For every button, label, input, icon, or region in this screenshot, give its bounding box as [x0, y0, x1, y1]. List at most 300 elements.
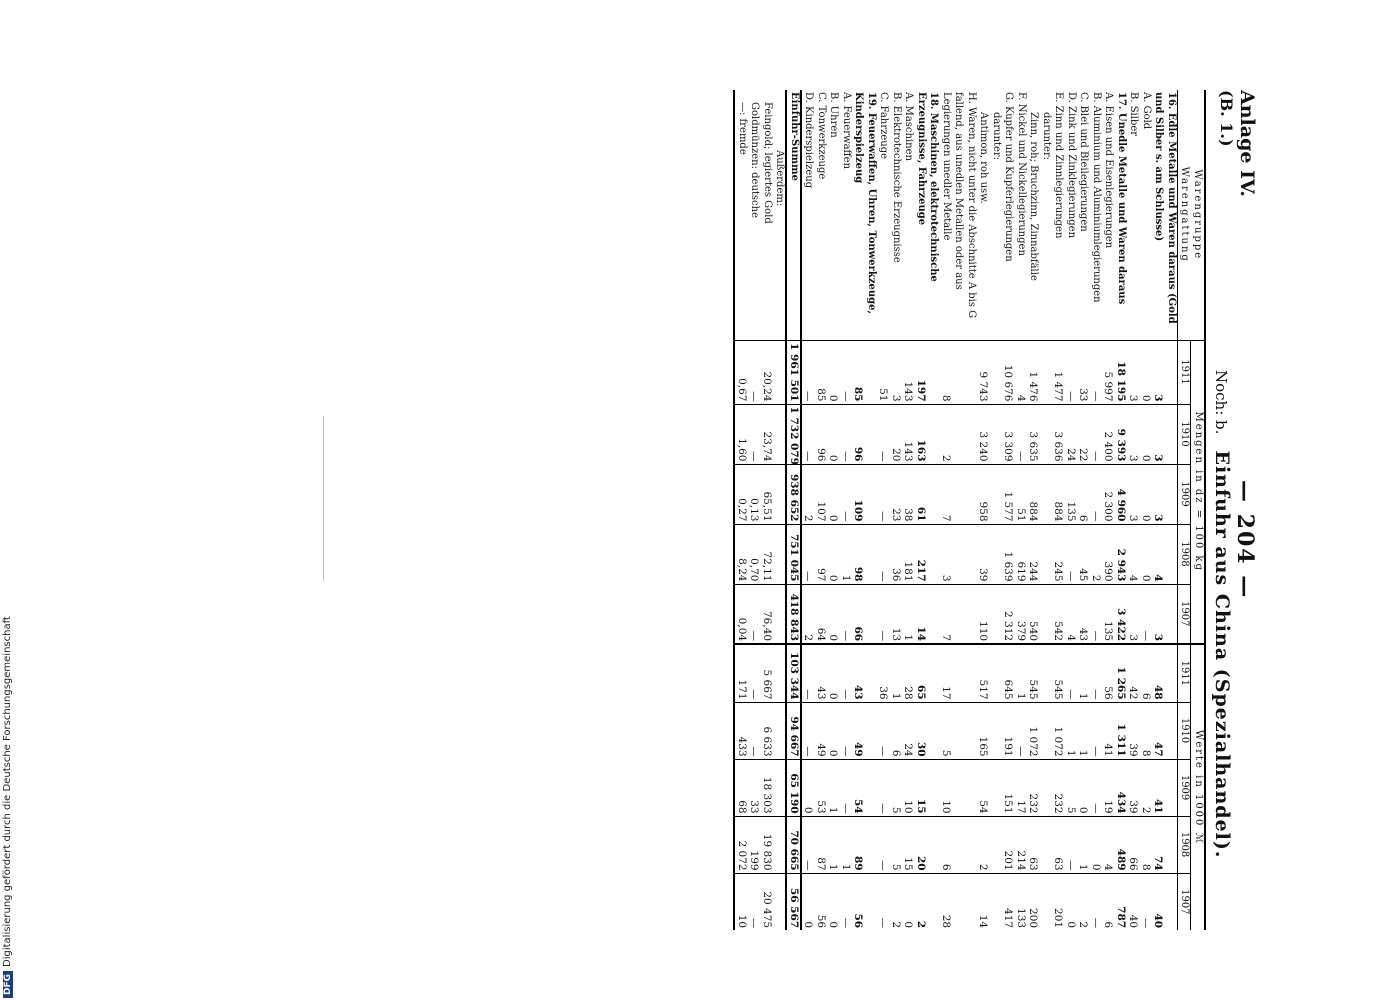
row-label: B. Uhren	[828, 92, 840, 138]
empty-cell	[773, 464, 787, 524]
empty-cell	[773, 644, 787, 702]
table-row	[915, 90, 940, 930]
quantity-cell: —	[877, 464, 890, 524]
table-row	[877, 90, 890, 930]
row-label: Antimon, roh usw.	[978, 112, 990, 204]
table-row	[801, 90, 815, 930]
quantity-cell: 72,11	[761, 524, 774, 584]
value-cell: —	[1090, 759, 1103, 816]
value-cell: 53	[815, 759, 828, 816]
value-cell: 1 072	[1052, 702, 1065, 759]
value-cell	[1040, 873, 1053, 930]
value-cell: —	[877, 702, 890, 759]
value-cell	[1040, 759, 1053, 816]
quantity-cell: 3 309	[1002, 404, 1015, 464]
quantity-cell: 39	[977, 524, 990, 584]
quantity-cell: 4 960	[1115, 464, 1128, 524]
table-row	[1127, 90, 1140, 930]
empty-cell	[773, 759, 787, 816]
table-row	[1102, 90, 1115, 930]
value-cell: 4	[1102, 816, 1115, 873]
quantity-cell: 3	[1152, 464, 1178, 524]
value-cell: 1	[1077, 816, 1090, 873]
quantity-cell: 23	[890, 464, 903, 524]
scan-mark	[323, 416, 324, 581]
value-cell: 39	[1127, 759, 1140, 816]
value-cell: 20 475	[761, 873, 774, 930]
table-row	[1052, 90, 1065, 930]
group-label: Warengruppe	[1192, 169, 1203, 261]
row-label: Feingold; legiertes Gold	[762, 102, 773, 224]
value-cell: 63	[1052, 816, 1065, 873]
value-cell: 15	[902, 816, 915, 873]
row-label: 16. Edle Metalle und Waren daraus (Gold und Silber s. am Schlusse)	[1153, 92, 1177, 324]
value-cell: 2	[977, 816, 990, 873]
quantity-cell: 245	[1052, 524, 1065, 584]
extra-heading-row	[773, 90, 787, 930]
row-label: A. Feuerwaffen	[841, 92, 852, 170]
value-year-1911: 1911	[1178, 644, 1192, 702]
value-cell: —	[801, 702, 815, 759]
value-cell: —	[748, 873, 761, 930]
extra-heading: Außerdem:	[774, 150, 786, 207]
row-label: Einfuhr-Summe	[787, 90, 802, 340]
extra-row	[761, 90, 774, 930]
value-cell: 1 311	[1115, 702, 1128, 759]
quantity-cell: 2	[801, 464, 815, 524]
table-row	[1115, 90, 1128, 930]
value-cell: 151	[1002, 759, 1015, 816]
quantity-cell: 43	[1077, 584, 1090, 644]
dfg-logo: DFG	[3, 971, 13, 998]
row-label: C. Blei und Bleilegierungen	[1078, 92, 1090, 232]
quantity-cell: 109	[852, 464, 877, 524]
quantity-cell: 38	[902, 464, 915, 524]
quantity-cell: 2	[801, 584, 815, 644]
value-cell: 6	[890, 702, 903, 759]
quantity-cell: 2 312	[1002, 584, 1015, 644]
value-cell: 417	[1002, 873, 1015, 930]
quantity-cell: 135	[1102, 584, 1115, 644]
row-label: D. Zink und Zinklegierungen	[1066, 92, 1077, 239]
quantity-cell: 0	[827, 404, 840, 464]
quantity-cell: —	[840, 584, 853, 644]
table-row	[890, 90, 903, 930]
quantity-cell: 33	[1077, 340, 1090, 404]
quantity-cell: 0	[1140, 524, 1153, 584]
quantity-cell: 20,24	[761, 340, 774, 404]
quantity-cell: 3 422	[1115, 584, 1128, 644]
value-cell: 36	[877, 644, 890, 702]
value-cell: 5	[940, 702, 978, 759]
value-cell: —	[748, 702, 761, 759]
value-cell: 10	[902, 759, 915, 816]
quantity-cell: 0	[827, 464, 840, 524]
table-row	[977, 90, 990, 930]
quantity-cell: 3 240	[977, 404, 990, 464]
value-cell: 0	[801, 873, 815, 930]
empty-cell	[773, 873, 787, 930]
value-cell: 17	[940, 644, 978, 702]
table-row	[1152, 90, 1178, 930]
value-cell: 0	[1077, 759, 1090, 816]
quantity-cell	[1040, 340, 1053, 404]
quantity-cell: 1 577	[1002, 464, 1015, 524]
quantity-cell: 6	[1077, 464, 1090, 524]
quantity-cell: 1 477	[1052, 340, 1065, 404]
quantity-cell: 3	[1127, 584, 1140, 644]
empty-cell	[773, 524, 787, 584]
value-cell: 24	[902, 702, 915, 759]
value-cell: 199	[748, 816, 761, 873]
value-cell: 545	[1052, 644, 1065, 702]
table-row	[1065, 90, 1078, 930]
row-label: H. Waren, nicht unter die Abschnitte A bis G fallend, aus unedlen Metallen oder aus Legierungen unedler Metalle	[941, 92, 977, 319]
quantity-cell: 3	[1152, 584, 1178, 644]
quantity-cell: —	[1065, 340, 1078, 404]
row-label: F. Nickel und Nickellegierungen	[1016, 92, 1027, 256]
value-cell: 66	[1127, 816, 1140, 873]
footer-credit-text: Digitalisierung gefördert durch die Deutsche Forschungsgemeinschaft	[2, 616, 13, 967]
value-cell: 42	[1127, 644, 1140, 702]
quantity-cell: 0	[827, 524, 840, 584]
quantity-cell: 2	[1090, 524, 1103, 584]
quantity-cell: 14	[915, 584, 940, 644]
value-cell: 28	[902, 644, 915, 702]
quantity-cell: 390	[1102, 524, 1115, 584]
row-label: B. Elektrotechnische Erzeugnisse	[891, 92, 902, 263]
page-number: — 204 —	[1232, 480, 1258, 600]
quantity-cell	[1040, 584, 1053, 644]
value-cell: 0	[827, 873, 840, 930]
value-cell: —	[840, 759, 853, 816]
value-cell: 56	[1102, 644, 1115, 702]
quantity-cell: 197	[915, 340, 940, 404]
value-cell: 1	[827, 816, 840, 873]
value-cell: 5 667	[761, 644, 774, 702]
quantity-cell: 107	[815, 464, 828, 524]
quantity-cell: 64	[815, 584, 828, 644]
value-cell: 6	[1102, 873, 1115, 930]
quantity-cell: 61	[915, 464, 940, 524]
value-cell	[1040, 816, 1053, 873]
value-cell: 33	[748, 759, 761, 816]
value-cell: 6	[940, 816, 978, 873]
value-cell: —	[1090, 873, 1103, 930]
row-label: 17. Unedle Metalle und Waren daraus	[1116, 92, 1127, 305]
quantity-cell: —	[748, 340, 761, 404]
value-cell: —	[801, 644, 815, 702]
value-cell: 0	[801, 759, 815, 816]
empty-cell	[773, 584, 787, 644]
quantity-cell	[1040, 524, 1053, 584]
quantity-cell: 1	[902, 584, 915, 644]
row-label: E. Zinn und Zinnlegierungen	[1053, 92, 1065, 239]
value-cell: 43	[815, 644, 828, 702]
value-cell: 17	[1015, 759, 1028, 816]
quantity-cell: 0,13	[748, 464, 761, 524]
value-cell: 1	[1077, 644, 1090, 702]
value-cell: 10	[940, 759, 978, 816]
quantity-cell: 3	[940, 524, 978, 584]
extra-row	[748, 90, 761, 930]
quantity-cell: 9 393	[1115, 404, 1128, 464]
value-cell: 40	[1152, 873, 1178, 930]
quantity-cell: 2	[940, 404, 978, 464]
quantity-cell: 884	[1027, 464, 1040, 524]
quantity-cell: 3	[1127, 404, 1140, 464]
column-header-label	[1178, 90, 1206, 340]
value-cell	[990, 816, 1003, 873]
quantity-cell: —	[801, 340, 815, 404]
row-label: D. Kinderspielzeug	[803, 92, 815, 189]
row-label: A. Maschinen	[903, 92, 915, 161]
kind-label: Warengattung	[1179, 166, 1191, 263]
value-cell: 20	[915, 816, 940, 873]
quantity-cell: 0	[827, 340, 840, 404]
value-cell: 18 303	[761, 759, 774, 816]
quantity-cell: 163	[915, 404, 940, 464]
quantity-cell: 13	[890, 584, 903, 644]
quantity-cell: —	[748, 584, 761, 644]
quantity-cell: 1 961 501	[787, 340, 802, 404]
value-cell: 2	[890, 873, 903, 930]
value-cell: 545	[1027, 644, 1040, 702]
quantity-cell: 85	[852, 340, 877, 404]
quantity-cell: 5 997	[1102, 340, 1115, 404]
value-cell: 0	[827, 702, 840, 759]
quantity-cell: 0	[1140, 340, 1153, 404]
value-cell: 8	[1140, 702, 1153, 759]
quantity-cell: 542	[1052, 584, 1065, 644]
value-cell: —	[877, 759, 890, 816]
quantity-cell: —	[840, 340, 853, 404]
quantity-cell: 4	[1152, 524, 1178, 584]
value-cell: 133	[1015, 873, 1028, 930]
empty-cell	[773, 702, 787, 759]
value-cell: 43	[852, 644, 877, 702]
table-row	[1015, 90, 1028, 930]
value-year-1909: 1909	[1178, 759, 1192, 816]
quantity-cell: 66	[852, 584, 877, 644]
quantity-cell: 143	[902, 404, 915, 464]
value-cell: —	[1065, 816, 1078, 873]
quantity-cell: 51	[1015, 464, 1028, 524]
quantity-cell: 619	[1015, 524, 1028, 584]
table-row	[990, 90, 1003, 930]
value-cell: 0	[902, 873, 915, 930]
row-label: G. Kupfer und Kupferlegierungen	[1003, 92, 1015, 262]
quantity-cell: 958	[977, 464, 990, 524]
row-label: C. Tonwerkzeuge	[816, 92, 827, 180]
quantity-cell: 24	[1065, 404, 1078, 464]
value-cell: —	[801, 816, 815, 873]
value-cell: 68	[735, 759, 749, 816]
quantity-cell: 0	[1140, 404, 1153, 464]
quantity-header: Mengen in dz = 100 kg	[1191, 340, 1205, 644]
value-cell: 70 665	[787, 816, 802, 873]
quantity-cell: 96	[815, 404, 828, 464]
value-cell: —	[1090, 644, 1103, 702]
value-cell: 5	[890, 816, 903, 873]
annex-subtitle: (B. 1.)	[1217, 90, 1236, 147]
quantity-cell: 0,70	[748, 524, 761, 584]
quantity-cell: 0,04	[735, 584, 749, 644]
quantity-cell: 20	[890, 404, 903, 464]
table-row	[1027, 90, 1040, 930]
value-cell: 433	[735, 702, 749, 759]
quantity-cell: 0,27	[735, 464, 749, 524]
value-cell: 28	[940, 873, 978, 930]
quantity-cell: 36	[890, 524, 903, 584]
value-cell: 645	[1002, 644, 1015, 702]
quantity-cell: 217	[915, 524, 940, 584]
value-cell	[990, 702, 1003, 759]
value-cell: 2	[915, 873, 940, 930]
value-cell: —	[840, 644, 853, 702]
table-heading	[1211, 370, 1233, 859]
quantity-cell: 22	[1077, 404, 1090, 464]
quantity-cell: 85	[815, 340, 828, 404]
row-label: Zinn, roh; Bruchzinn, Zinnabfälle	[1028, 112, 1040, 281]
value-cell: 1	[1015, 644, 1028, 702]
value-cell: 49	[852, 702, 877, 759]
value-cell: 0	[1065, 873, 1078, 930]
table-row	[815, 90, 828, 930]
value-cell: 201	[1052, 873, 1065, 930]
value-cell: 232	[1052, 759, 1065, 816]
rotated-document	[398, 90, 1258, 930]
quantity-cell: 7	[940, 464, 978, 524]
value-cell: 47	[1152, 702, 1178, 759]
row-label: A. Gold	[1141, 92, 1152, 130]
value-cell: 10	[735, 873, 749, 930]
footer-credit	[2, 616, 13, 998]
value-cell: —	[840, 702, 853, 759]
value-year-1907: 1907	[1178, 873, 1192, 930]
value-header: Werte in 1000 ℳ	[1191, 644, 1205, 930]
quantity-cell: 4	[1065, 584, 1078, 644]
value-cell: 1	[1065, 702, 1078, 759]
row-label: 18. Maschinen, elektrotechnische Erzeugnisse, Fahrzeuge	[916, 92, 940, 282]
extra-row	[735, 90, 749, 930]
value-cell: 56	[815, 873, 828, 930]
value-cell: 48	[1152, 644, 1178, 702]
value-cell: 6 633	[761, 702, 774, 759]
quantity-cell: 1	[840, 524, 853, 584]
quantity-year-1908: 1908	[1178, 524, 1192, 584]
value-cell	[990, 644, 1003, 702]
value-cell: —	[1140, 873, 1153, 930]
value-cell: 214	[1015, 816, 1028, 873]
value-cell	[1040, 644, 1053, 702]
row-label: B. Aluminium und Aluminiumlegierungen	[1091, 92, 1102, 303]
value-cell: —	[1090, 702, 1103, 759]
table-row	[1077, 90, 1090, 930]
value-cell: 19	[1102, 759, 1115, 816]
row-label: darunter:	[1041, 112, 1052, 161]
value-cell: 89	[852, 816, 877, 873]
quantity-cell: —	[840, 464, 853, 524]
quantity-cell	[1040, 464, 1053, 524]
quantity-cell: 3	[1152, 340, 1178, 404]
quantity-cell: —	[877, 584, 890, 644]
quantity-cell: 3 636	[1052, 404, 1065, 464]
value-cell: 56	[852, 873, 877, 930]
quantity-cell: 98	[852, 524, 877, 584]
quantity-cell: 4	[1015, 340, 1028, 404]
value-cell: 103 344	[787, 644, 802, 702]
quantity-cell	[990, 524, 1003, 584]
heading-prefix: Noch: b.	[1212, 370, 1230, 435]
value-cell: —	[1015, 702, 1028, 759]
row-label: Goldmünzen: deutsche	[749, 102, 761, 219]
row-label: A. Eisen und Eisenlegierungen	[1103, 92, 1115, 249]
quantity-cell: 0	[827, 584, 840, 644]
table-row	[902, 90, 915, 930]
value-cell: 40	[1127, 873, 1140, 930]
value-cell: 41	[1152, 759, 1178, 816]
quantity-cell: 51	[877, 340, 890, 404]
quantity-cell: —	[1090, 404, 1103, 464]
value-cell: 171	[735, 644, 749, 702]
table-row	[840, 90, 853, 930]
row-label: —: fremde	[735, 90, 749, 340]
quantity-cell: 884	[1052, 464, 1065, 524]
value-year-1908: 1908	[1178, 816, 1192, 873]
quantity-cell: 3	[1127, 340, 1140, 404]
quantity-year-1911: 1911	[1178, 340, 1192, 404]
value-cell: 517	[977, 644, 990, 702]
quantity-cell: 3 635	[1027, 404, 1040, 464]
quantity-cell: 18 195	[1115, 340, 1128, 404]
value-cell: 5	[890, 759, 903, 816]
quantity-cell: 4	[1127, 524, 1140, 584]
table-body	[735, 90, 1178, 930]
value-cell: —	[748, 644, 761, 702]
value-cell: —	[877, 873, 890, 930]
table-row	[827, 90, 840, 930]
value-cell: 65 190	[787, 759, 802, 816]
value-cell: 1	[827, 759, 840, 816]
quantity-cell: 7	[940, 584, 978, 644]
value-cell: 39	[1127, 702, 1140, 759]
value-cell: —	[877, 816, 890, 873]
quantity-year-1910: 1910	[1178, 404, 1192, 464]
quantity-cell: —	[1140, 584, 1153, 644]
value-cell: 434	[1115, 759, 1128, 816]
quantity-cell: —	[1015, 404, 1028, 464]
table-row	[1090, 90, 1103, 930]
quantity-cell	[1040, 404, 1053, 464]
empty-cell	[773, 340, 787, 404]
value-cell: 1	[840, 816, 853, 873]
value-cell: 15	[915, 759, 940, 816]
quantity-cell: 379	[1015, 584, 1028, 644]
quantity-cell: 244	[1027, 524, 1040, 584]
quantity-cell: —	[801, 404, 815, 464]
value-cell: 41	[1102, 702, 1115, 759]
table-row	[1140, 90, 1153, 930]
quantity-cell: 76,40	[761, 584, 774, 644]
value-cell: 200	[1027, 873, 1040, 930]
quantity-cell: 3	[1152, 404, 1178, 464]
value-cell: 5	[1065, 759, 1078, 816]
empty-cell	[773, 816, 787, 873]
value-cell: 201	[1002, 816, 1015, 873]
value-cell: 165	[977, 702, 990, 759]
quantity-cell: 1 476	[1027, 340, 1040, 404]
